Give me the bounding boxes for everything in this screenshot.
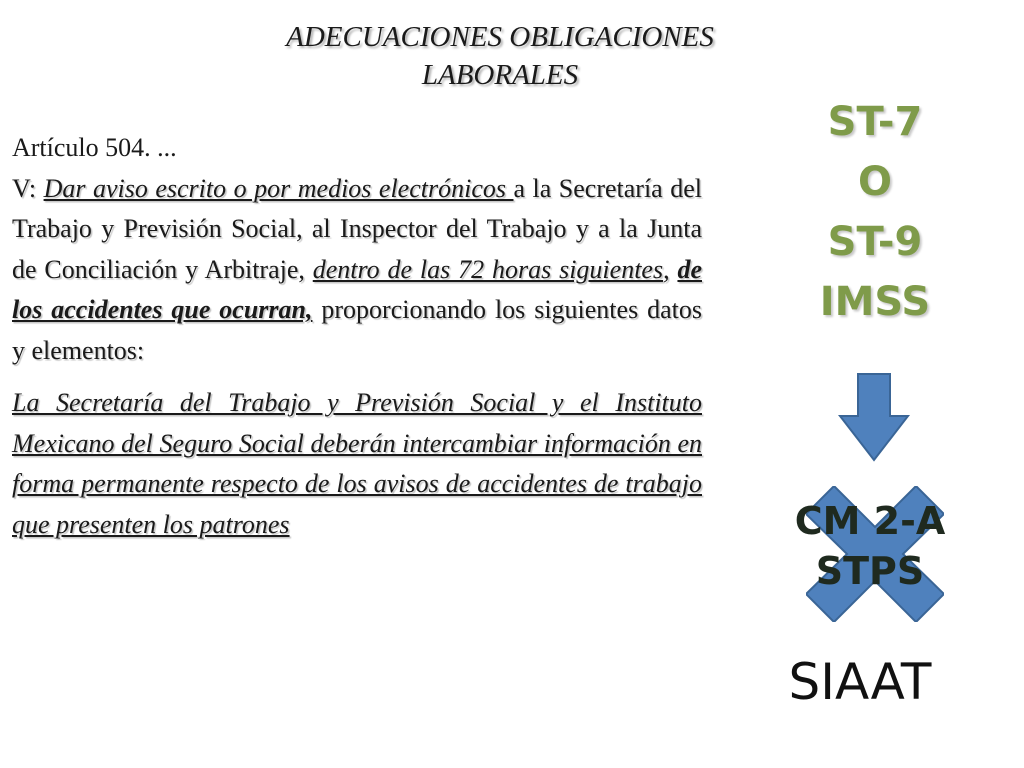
stps-form-label xyxy=(780,496,960,596)
notice-requirement: Dar aviso escrito o por medios electrónicos xyxy=(43,173,514,203)
slide-title-line-1: ADECUACIONES OBLIGACIONES xyxy=(286,21,714,53)
article-heading: Artículo 504. ... xyxy=(12,133,177,162)
paragraph-v xyxy=(12,169,702,372)
siaat-label: SIAAT xyxy=(788,653,932,711)
paragraph-information-exchange: La Secretaría del Trabajo y Previsión Social y el Instituto Mexicano del Seguro Social deberán intercambiar información en forma permanente respecto de los avisos de accidentes de trabajo que presenten los patrones xyxy=(12,388,702,539)
paragraph-v-text-1: a la Secretaría del Trabajo y Previsión Social, al Inspector del Trabajo y a la Junta de Conciliación y Arbitraje, xyxy=(12,173,702,284)
form-imss: IMSS xyxy=(819,279,931,325)
slide-title-line-2: LABORALES xyxy=(421,59,579,91)
deadline-text: dentro de las 72 horas siguientes xyxy=(312,254,664,284)
paragraph-v-text-3: proporcionando los siguientes datos y elementos: xyxy=(12,295,702,365)
accidents-emphasis: de los accidentes que ocurran, xyxy=(12,254,702,324)
form-stps: STPS xyxy=(815,549,925,593)
paragraph-v-text-2: , xyxy=(663,254,678,284)
article-body xyxy=(12,128,702,545)
slide-title xyxy=(230,18,770,94)
imss-forms-label xyxy=(800,92,950,332)
form-st7: ST-7 xyxy=(827,99,923,145)
form-cm2a: CM 2-A xyxy=(794,499,946,543)
paragraph-v-prefix: V: xyxy=(12,173,44,203)
form-or: O xyxy=(857,159,892,205)
form-st9: ST-9 xyxy=(827,219,923,265)
down-arrow-icon xyxy=(838,372,910,462)
